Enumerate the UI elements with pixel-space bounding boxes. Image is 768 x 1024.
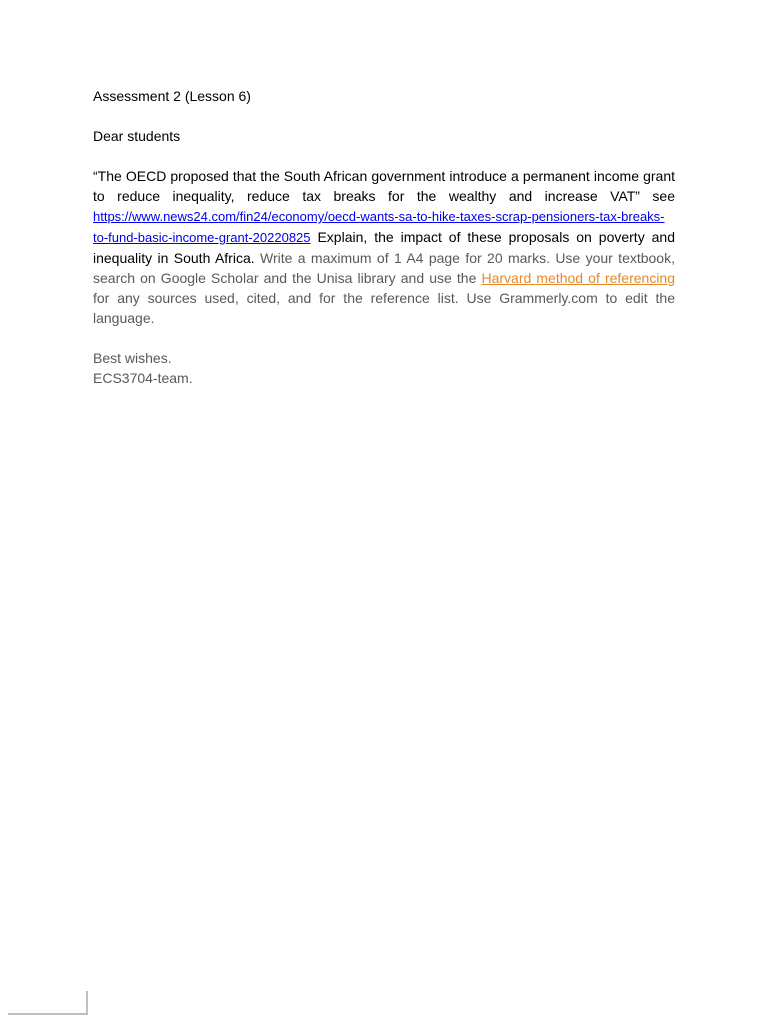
page-corner-mark: [8, 991, 88, 1015]
document-body: [93, 86, 675, 388]
explain-instruction: Explain, the impact of these proposals on poverty and inequality in South Africa.: [93, 229, 675, 266]
signature: ECS3704-team.: [93, 370, 193, 386]
assignment-paragraph: [93, 166, 675, 328]
writing-instructions-a: Write a maximum of 1 A4 page for 20 marks. Use your textbook, search on Google Scholar and the Unisa library and use the: [93, 250, 675, 286]
assessment-heading: Assessment 2 (Lesson 6): [93, 88, 251, 104]
spacer: [93, 106, 675, 126]
news24-article-link[interactable]: https://www.news24.com/fin24/economy/oecd-wants-sa-to-hike-taxes-scrap-pensioners-tax-breaks-to-fund-basic-income-grant-20220825: [93, 209, 665, 245]
harvard-referencing-link[interactable]: Harvard method of referencing: [481, 270, 676, 286]
writing-instructions-b: for any sources used, cited, and for the reference list. Use Grammerly.com to edit the language.: [93, 290, 675, 326]
greeting: Dear students: [93, 128, 181, 144]
spacer: [93, 146, 675, 166]
spacer: [93, 328, 675, 348]
closing: Best wishes.: [93, 350, 172, 366]
oecd-quote: “The OECD proposed that the South African government introduce a permanent income grant to reduce inequality, reduce tax breaks for the wealthy and increase VAT” see: [93, 168, 675, 204]
